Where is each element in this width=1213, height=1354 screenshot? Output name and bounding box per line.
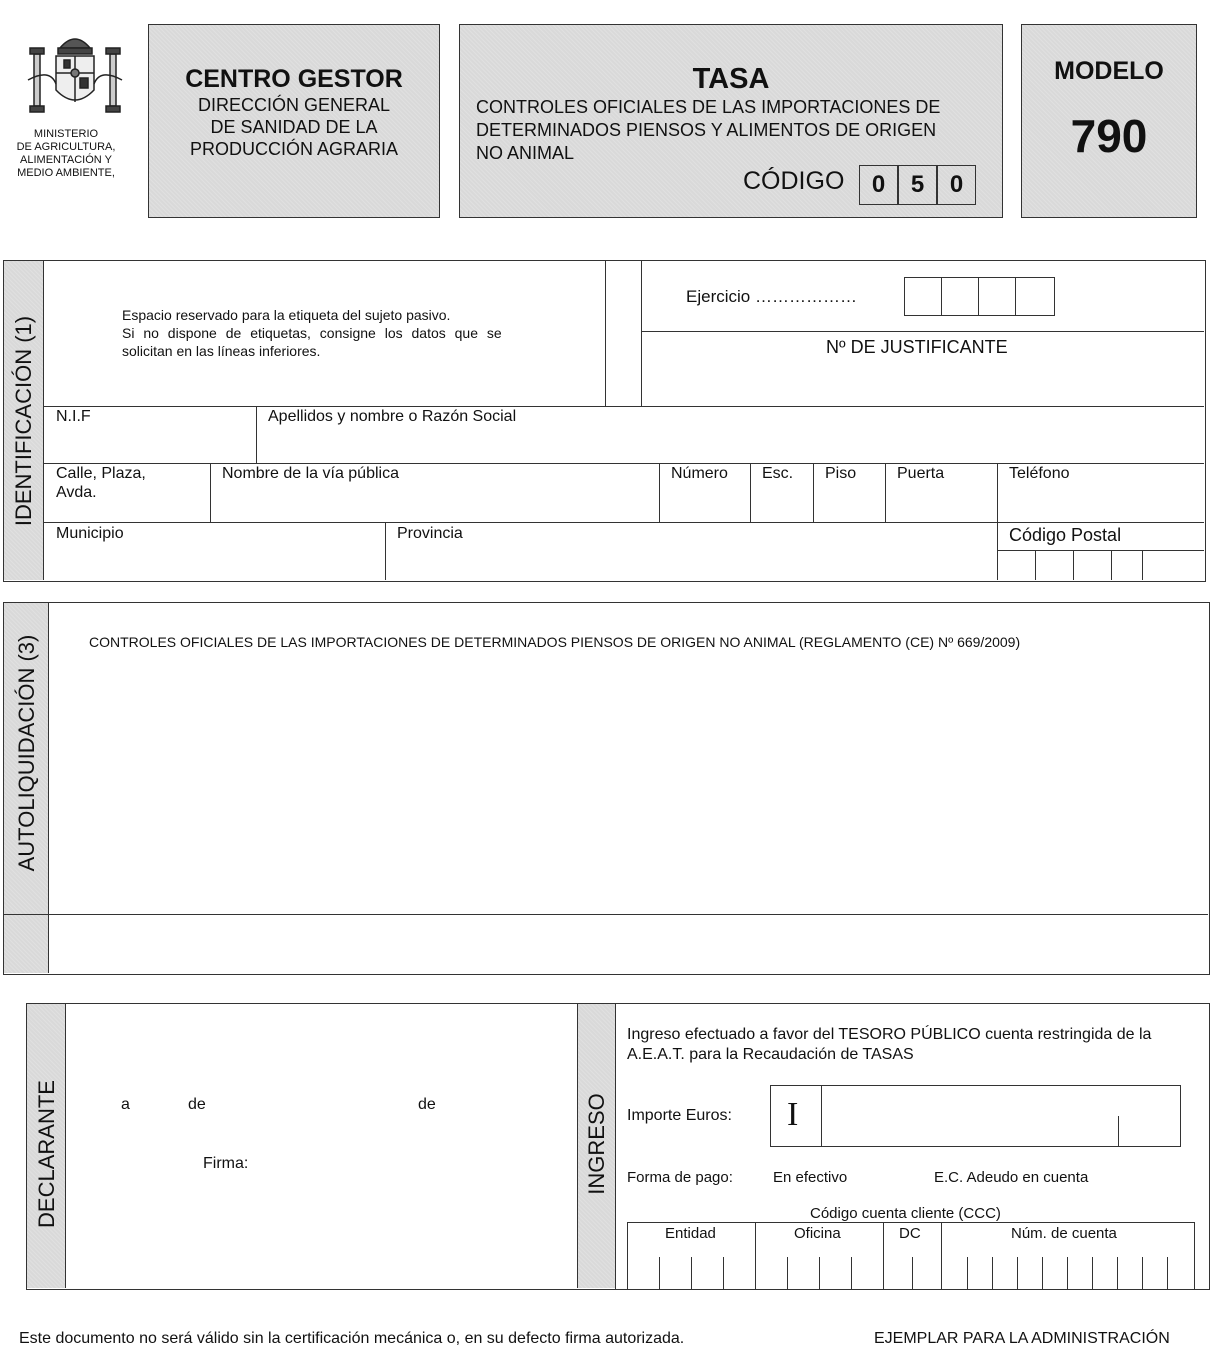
- date-de-label-2: de: [418, 1096, 436, 1113]
- ejercicio-label: Ejercicio ………………: [686, 287, 857, 306]
- entidad-label: Entidad: [665, 1225, 716, 1242]
- escalera-label: Esc.: [762, 465, 794, 482]
- nif-label: N.I.F: [56, 408, 91, 425]
- codigo-digit-1: 0: [859, 165, 898, 205]
- justificante-label: Nº DE JUSTIFICANTE: [826, 337, 1008, 357]
- identificacion-sidebar: [4, 261, 44, 580]
- importe-euros-field[interactable]: [770, 1085, 1181, 1147]
- etiqueta-line-1: Espacio reservado para la etiqueta del sujeto pasivo.: [122, 307, 451, 323]
- autoliquidacion-sidebar: [4, 603, 49, 973]
- ingreso-section: [614, 1003, 1210, 1290]
- modelo-label: MODELO: [1054, 57, 1164, 85]
- numero-label: Número: [671, 465, 728, 482]
- modelo-number: 790: [1070, 110, 1148, 162]
- piso-label: Piso: [825, 465, 857, 482]
- apellidos-label: Apellidos y nombre o Razón Social: [268, 408, 517, 425]
- firma-label: Firma:: [203, 1155, 249, 1172]
- date-de-label-1: de: [188, 1096, 206, 1113]
- etiqueta-line-2: Si no dispone de etiquetas, consigne los datos que se: [122, 325, 502, 341]
- autoliquidacion-text: CONTROLES OFICIALES DE LAS IMPORTACIONES DE DETERMINADOS PIENSOS DE ORIGEN NO ANIMAL (REGLAMENTO (CE) Nº 669/2009): [89, 634, 1021, 650]
- centro-gestor-line-3: PRODUCCIÓN AGRARIA: [189, 139, 399, 159]
- calle-label-2: Avda.: [56, 484, 97, 501]
- identificacion-side-label: IDENTIFICACIÓN (1): [11, 315, 36, 527]
- provincia-label: Provincia: [397, 525, 463, 542]
- puerta-label: Puerta: [897, 465, 945, 482]
- centro-gestor-line-1: DIRECCIÓN GENERAL: [197, 95, 391, 115]
- date-a-label: a: [121, 1096, 130, 1113]
- ministry-line-3: ALIMENTACIÓN Y: [20, 154, 112, 166]
- municipio-label: Municipio: [56, 525, 124, 542]
- modelo-box: [1021, 24, 1197, 218]
- centro-gestor-box: [148, 24, 440, 218]
- autoliquidacion-side-label: AUTOLIQUIDACIÓN (3): [14, 634, 39, 872]
- ccc-label: Código cuenta cliente (CCC): [810, 1205, 1001, 1222]
- adeudo-option[interactable]: E.C. Adeudo en cuenta: [934, 1169, 1089, 1186]
- codigo-digit-3: 0: [937, 165, 976, 205]
- etiqueta-line-3: solicitan en las líneas inferiores.: [122, 343, 321, 359]
- importe-mark: I: [787, 1096, 799, 1133]
- ejercicio-box-2[interactable]: [941, 277, 979, 316]
- tasa-line-1: CONTROLES OFICIALES DE LAS IMPORTACIONES DE: [476, 97, 941, 117]
- declarante-section: [26, 1003, 616, 1290]
- declarante-side-label: DECLARANTE: [34, 1080, 59, 1228]
- centro-gestor-title: CENTRO GESTOR: [185, 65, 403, 93]
- efectivo-option[interactable]: En efectivo: [773, 1169, 848, 1186]
- footer-validity-note: Este documento no será válido sin la certificación mecánica o, en su defecto firma autorizada.: [19, 1330, 685, 1347]
- telefono-label: Teléfono: [1009, 465, 1070, 482]
- via-publica-label: Nombre de la vía pública: [222, 465, 399, 482]
- identificacion-section: [3, 260, 1206, 582]
- ejercicio-box-1[interactable]: [904, 277, 942, 316]
- codigo-digit-2: 5: [898, 165, 937, 205]
- ministry-line-1: MINISTERIO: [33, 128, 99, 140]
- ccc-grid: [627, 1222, 1195, 1289]
- tasa-line-2: DETERMINADOS PIENSOS Y ALIMENTOS DE ORIGEN: [476, 120, 937, 140]
- autoliquidacion-section: [3, 602, 1210, 975]
- codigo-label: CÓDIGO: [743, 167, 845, 195]
- ingreso-side-label: INGRESO: [584, 1093, 609, 1195]
- ingreso-line-2: A.E.A.T. para la Recaudación de TASAS: [627, 1046, 914, 1063]
- forma-pago-label: Forma de pago:: [627, 1169, 733, 1186]
- centro-gestor-line-2: DE SANIDAD DE LA: [210, 117, 378, 137]
- ejercicio-box-4[interactable]: [1015, 277, 1055, 316]
- coat-of-arms-logo: [20, 28, 130, 128]
- footer-copy-label: EJEMPLAR PARA LA ADMINISTRACIÓN: [874, 1330, 1170, 1347]
- tasa-box: [459, 24, 1003, 218]
- declarante-sidebar: [27, 1004, 66, 1288]
- ministry-line-4: MEDIO AMBIENTE,: [17, 167, 115, 179]
- num-cuenta-label: Núm. de cuenta: [1011, 1225, 1117, 1242]
- calle-label-1: Calle, Plaza,: [56, 465, 146, 482]
- codigo-postal-label: Código Postal: [1009, 525, 1122, 545]
- tasa-title: TASA: [692, 63, 770, 95]
- ingreso-sidebar: [577, 1004, 615, 1288]
- ingreso-line-1: Ingreso efectuado a favor del TESORO PÚBLICO cuenta restringida de la: [627, 1026, 1152, 1043]
- dc-label: DC: [899, 1225, 921, 1242]
- oficina-label: Oficina: [794, 1225, 841, 1242]
- ejercicio-box-3[interactable]: [978, 277, 1016, 316]
- tasa-line-3: NO ANIMAL: [476, 143, 575, 163]
- importe-label: Importe Euros:: [627, 1107, 732, 1124]
- ministry-line-2: DE AGRICULTURA,: [16, 141, 116, 153]
